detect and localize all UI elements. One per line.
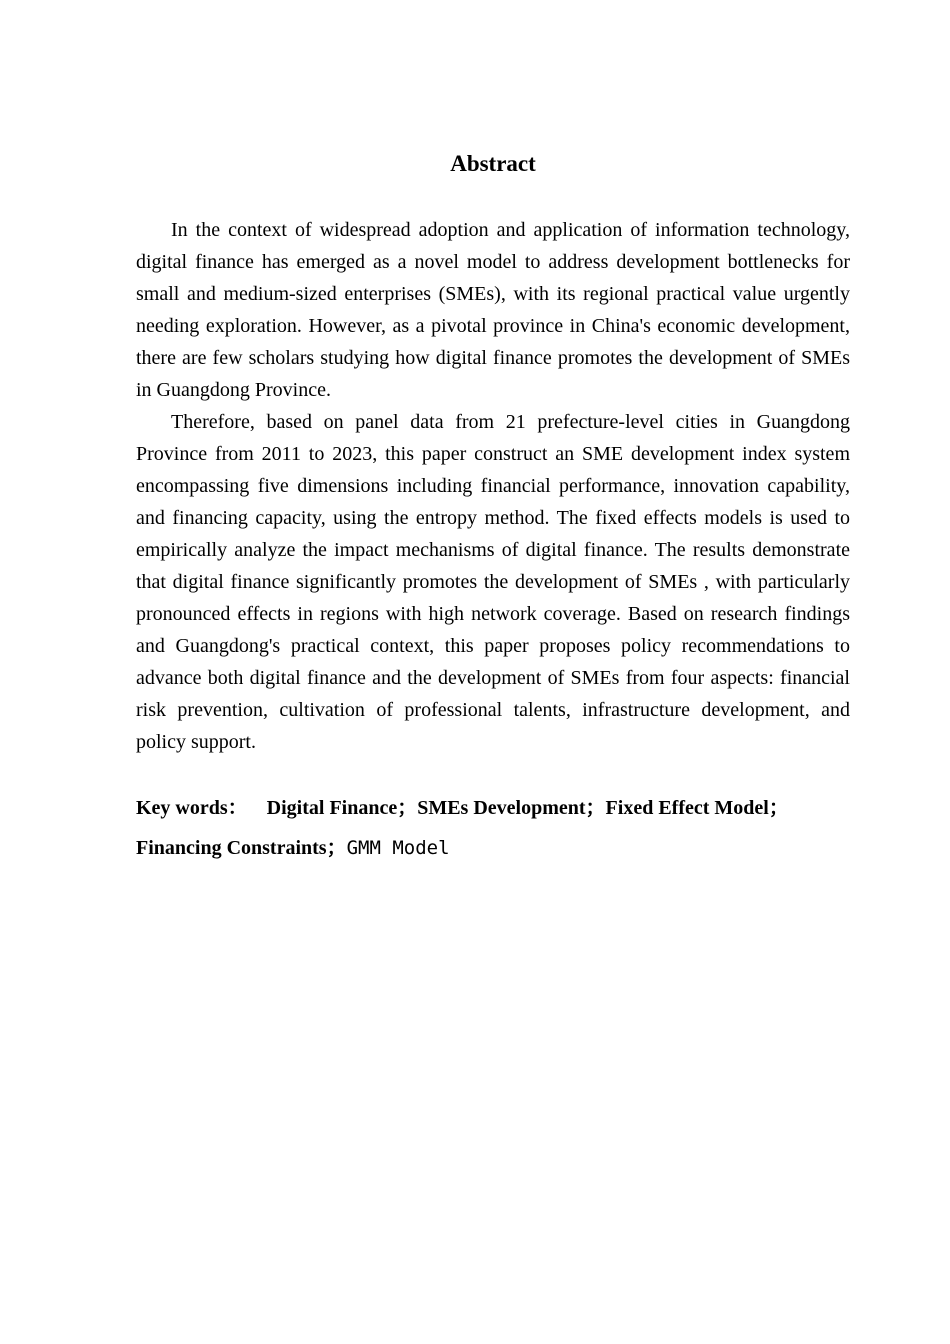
keyword-separator: ； (768, 797, 789, 819)
abstract-page (136, 148, 850, 868)
keywords-label: Key words： (136, 797, 248, 819)
keywords-line (136, 788, 850, 868)
keyword-separator: ； (585, 797, 606, 819)
abstract-paragraph-2: Therefore, based on panel data from 21 prefecture-level cities in Guangdong Province from 2011 to 2023, this paper construct an SME development index system encompassing five dimensions including financial performance, innovation capability, and financing capacity, using the entropy method. The fixed effects models is used to empirically analyze the impact mechanisms of digital finance. The results demonstrate that digital finance significantly promotes the development of SMEs , with particularly pronounced effects in regions with high network coverage. Based on research findings and Guangdong's practical context, this paper proposes policy recommendations to advance both digital finance and the development of SMEs from four aspects: financial risk prevention, cultivation of professional talents, infrastructure development, and policy support. (136, 411, 850, 753)
keyword-separator: ； (397, 797, 418, 819)
keyword-separator: ； (326, 837, 347, 859)
keyword-item: SMEs Development (417, 797, 586, 819)
keyword-item: Fixed Effect Model (605, 797, 769, 819)
abstract-title: Abstract (450, 151, 536, 176)
keyword-item: Financing Constraints (136, 837, 327, 859)
keyword-item: Digital Finance (266, 797, 398, 819)
keyword-item-last: GMM Model (346, 837, 450, 859)
abstract-paragraph-1: In the context of widespread adoption and application of information technology, digital finance has emerged as a novel model to address development bottlenecks for small and medium-sized enterprises (SMEs), with its regional practical value urgently needing exploration. However, as a pivotal province in China's economic development, there are few scholars studying how digital finance promotes the development of SMEs in Guangdong Province. (136, 219, 850, 401)
